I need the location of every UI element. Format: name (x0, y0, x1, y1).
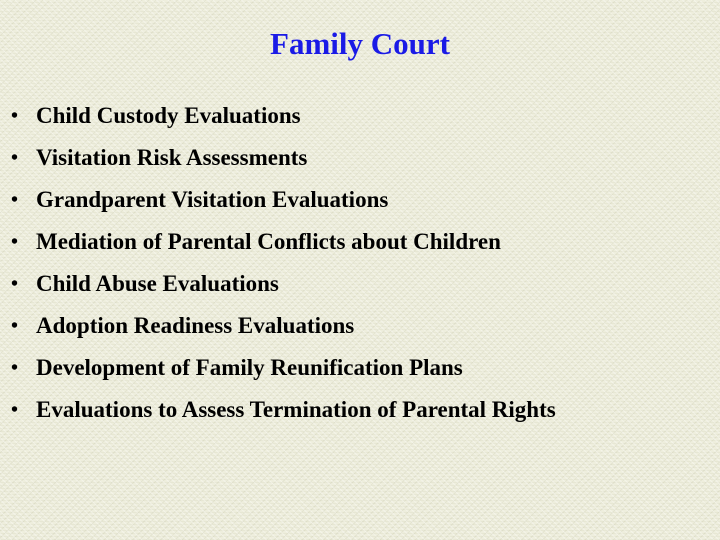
bullet-icon: • (11, 399, 19, 421)
bullet-item (0, 268, 720, 300)
bullet-item (0, 394, 720, 426)
bullet-icon: • (11, 273, 19, 295)
bullet-text: Visitation Risk Assessments (36, 145, 308, 170)
bullet-icon: • (11, 315, 19, 337)
bullet-icon: • (11, 231, 19, 253)
bullet-item (0, 352, 720, 384)
bullet-icon: • (11, 105, 19, 127)
bullet-icon: • (11, 357, 19, 379)
bullet-icon: • (11, 147, 19, 169)
bullet-item (0, 184, 720, 216)
slide-title: Family Court (270, 26, 450, 61)
bullet-item (0, 310, 720, 342)
bullet-item (0, 226, 720, 258)
bullet-text: Development of Family Reunification Plans (36, 355, 463, 380)
bullet-text: Evaluations to Assess Termination of Parental Rights (36, 397, 556, 422)
bullet-list (0, 100, 720, 436)
bullet-item (0, 100, 720, 132)
bullet-icon: • (11, 189, 19, 211)
bullet-text: Child Abuse Evaluations (36, 271, 279, 296)
bullet-text: Mediation of Parental Conflicts about Children (36, 229, 501, 254)
bullet-item (0, 142, 720, 174)
bullet-text: Grandparent Visitation Evaluations (36, 187, 389, 212)
bullet-text: Adoption Readiness Evaluations (36, 313, 355, 338)
bullet-text: Child Custody Evaluations (36, 103, 301, 128)
